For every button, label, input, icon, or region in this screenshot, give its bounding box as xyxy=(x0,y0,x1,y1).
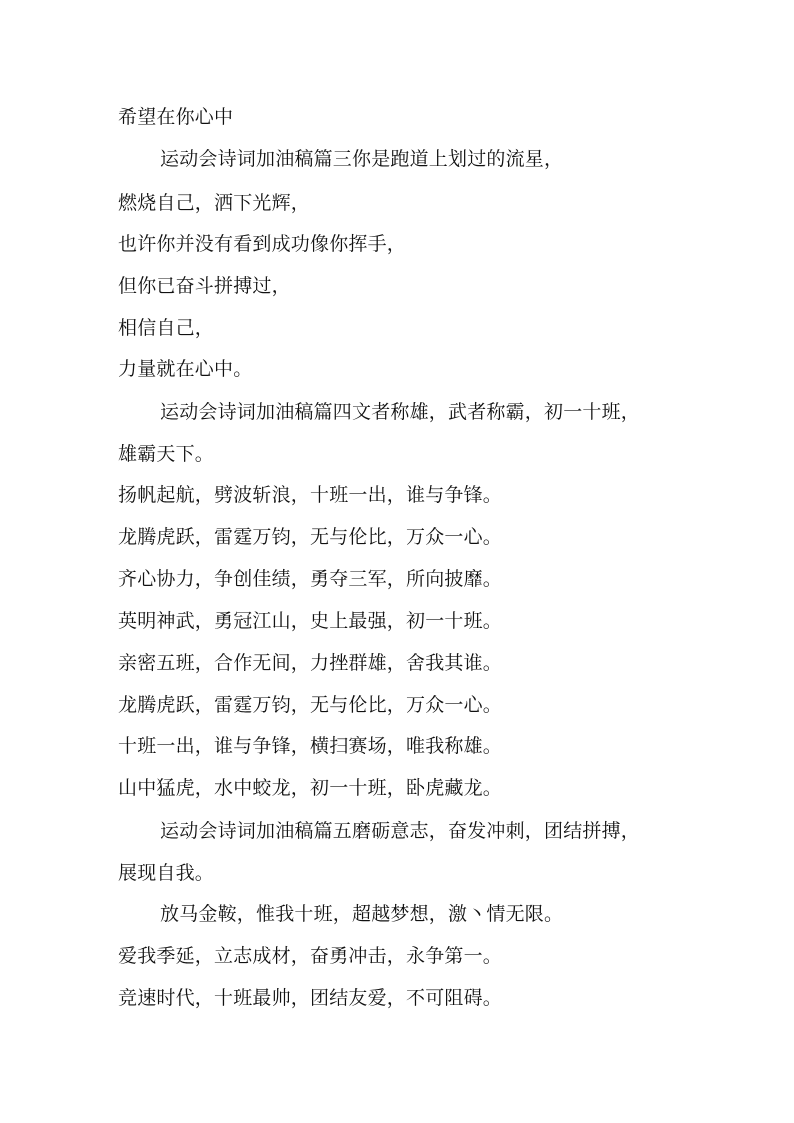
text-line: 运动会诗词加油稿篇三你是跑道上划过的流星， xyxy=(160,148,564,170)
text-line: 十班一出，谁与争锋，横扫赛场，唯我称雄。 xyxy=(118,735,503,757)
text-line: 龙腾虎跃，雷霆万钧，无与伦比，万众一心。 xyxy=(118,526,503,548)
text-line: 运动会诗词加油稿篇四文者称雄，武者称霸，初一十班， xyxy=(160,401,641,423)
text-line: 燃烧自己，洒下光辉， xyxy=(118,192,311,214)
text-line: 齐心协力，争创佳绩，勇夺三军，所向披靡。 xyxy=(118,568,503,590)
text-line: 放马金鞍，惟我十班，超越梦想，激丶情无限。 xyxy=(160,903,564,925)
text-line: 亲密五班，合作无间，力挫群雄，舍我其谁。 xyxy=(118,652,503,674)
text-line: 力量就在心中。 xyxy=(118,358,253,380)
text-line: 竞速时代，十班最帅，团结友爱，不可阻碍。 xyxy=(118,987,503,1009)
text-line: 山中猛虎，水中蛟龙，初一十班，卧虎藏龙。 xyxy=(118,777,503,799)
text-line: 展现自我。 xyxy=(118,862,215,884)
text-line: 也许你并没有看到成功像你挥手， xyxy=(118,233,407,255)
text-line: 运动会诗词加油稿篇五磨砺意志，奋发冲刺，团结拼搏， xyxy=(160,820,641,842)
text-line: 龙腾虎跃，雷霆万钧，无与伦比，万众一心。 xyxy=(118,694,503,716)
text-line: 扬帆起航，劈波斩浪，十班一出，谁与争锋。 xyxy=(118,484,503,506)
text-line: 爱我季延，立志成材，奋勇冲击，永争第一。 xyxy=(118,945,503,967)
text-line: 英明神武，勇冠江山，史上最强，初一十班。 xyxy=(118,610,503,632)
text-line: 相信自己， xyxy=(118,317,215,339)
text-line: 希望在你心中 xyxy=(118,106,234,128)
text-line: 但你已奋斗拼搏过， xyxy=(118,275,291,297)
text-line: 雄霸天下。 xyxy=(118,443,215,465)
